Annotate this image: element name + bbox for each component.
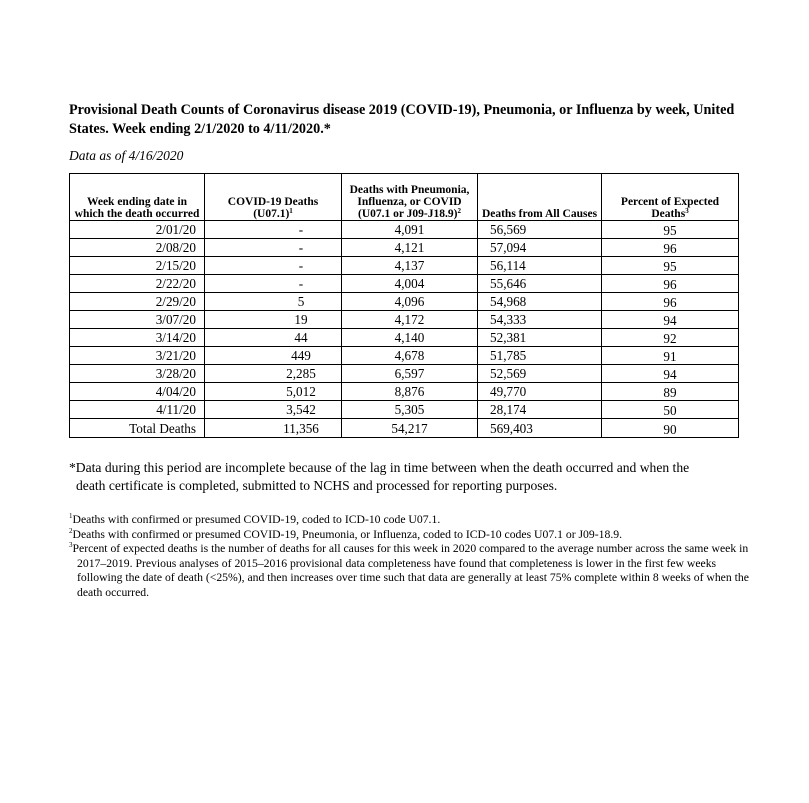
cell-covid: 44 bbox=[205, 329, 342, 347]
cell-week: 3/21/20 bbox=[70, 347, 205, 365]
cell-pneumonia: 4,121 bbox=[342, 239, 478, 257]
cell-percent: 94 bbox=[602, 365, 739, 383]
cell-percent: 96 bbox=[602, 293, 739, 311]
table-row bbox=[70, 365, 739, 383]
cell-all: 51,785 bbox=[478, 347, 602, 365]
note-1: $^1$Deaths with confirmed or presumed COVID-19, coded to ICD-10 code U07.1. bbox=[69, 512, 441, 526]
header-week-ending: Week ending date in which the death occurred bbox=[70, 174, 205, 221]
note-2: $^2$Deaths with confirmed or presumed COVID-19, Pneumonia, or Influenza, coded to ICD-10 codes U07.1 or J09-18.9. bbox=[69, 526, 623, 541]
total-label: Total Deaths bbox=[70, 419, 205, 438]
cell-all: 52,381 bbox=[478, 329, 602, 347]
table-total-row bbox=[70, 419, 739, 438]
table-header-row bbox=[70, 174, 739, 221]
cell-all: 56,569 bbox=[478, 221, 602, 239]
cell-pneumonia: 4,096 bbox=[342, 293, 478, 311]
note-3: $^3$Percent of expected deaths is the number of deaths for all causes for this week in 2020 compared to the average number across the same week in 2017–2019. Previous analyses of 2015–2016 provisional data completeness have found that completeness is lower in the first few weeks following the date of death (<25%), and then increases over time such that data are generally at least 75% complete within 8 weeks of when the death occurred. bbox=[69, 541, 749, 599]
header-pneumonia-deaths: Deaths with Pneumonia, Influenza, or COVID (U07.1 or J09-J18.9)$^2$ bbox=[342, 174, 478, 221]
cell-week: 3/28/20 bbox=[70, 365, 205, 383]
cell-week: 3/14/20 bbox=[70, 329, 205, 347]
cell-covid: - bbox=[205, 239, 342, 257]
header-covid-deaths: COVID-19 Deaths $(U07.1)^1$ bbox=[205, 174, 342, 221]
cell-pneumonia: 4,137 bbox=[342, 257, 478, 275]
table-row bbox=[70, 239, 739, 257]
table-row bbox=[70, 329, 739, 347]
cell-week: 2/01/20 bbox=[70, 221, 205, 239]
cell-covid: - bbox=[205, 275, 342, 293]
cell-week: 2/08/20 bbox=[70, 239, 205, 257]
cell-covid: 5,012 bbox=[205, 383, 342, 401]
cell-percent: 96 bbox=[602, 239, 739, 257]
cell-percent: 95 bbox=[602, 221, 739, 239]
table-row bbox=[70, 347, 739, 365]
cell-pneumonia: 6,597 bbox=[342, 365, 478, 383]
cell-week: 3/07/20 bbox=[70, 311, 205, 329]
cell-pneumonia: 8,876 bbox=[342, 383, 478, 401]
table-row bbox=[70, 293, 739, 311]
total-pneumonia: 54,217 bbox=[342, 419, 478, 438]
cell-covid: 5 bbox=[205, 293, 342, 311]
cell-all: 54,968 bbox=[478, 293, 602, 311]
cell-percent: 94 bbox=[602, 311, 739, 329]
cell-week: 4/04/20 bbox=[70, 383, 205, 401]
table-row bbox=[70, 311, 739, 329]
source-notes bbox=[69, 513, 759, 600]
header-covid-sup: 1 bbox=[289, 207, 293, 215]
cell-percent: 91 bbox=[602, 347, 739, 365]
table-row bbox=[70, 401, 739, 419]
cell-all: 28,174 bbox=[478, 401, 602, 419]
table-row bbox=[70, 257, 739, 275]
total-percent: 90 bbox=[602, 419, 739, 438]
cell-all: 54,333 bbox=[478, 311, 602, 329]
cell-pneumonia: 4,140 bbox=[342, 329, 478, 347]
header-percent-expected: Percent of Expected Deaths$^3$ bbox=[602, 174, 739, 221]
cell-percent: 92 bbox=[602, 329, 739, 347]
cell-pneumonia: 4,091 bbox=[342, 221, 478, 239]
cell-all: 49,770 bbox=[478, 383, 602, 401]
table-row bbox=[70, 275, 739, 293]
total-covid: 11,356 bbox=[205, 419, 342, 438]
header-all-causes: Deaths from All Causes bbox=[478, 174, 602, 221]
cell-covid: 3,542 bbox=[205, 401, 342, 419]
cell-week: 4/11/20 bbox=[70, 401, 205, 419]
cell-pneumonia: 4,004 bbox=[342, 275, 478, 293]
cell-covid: - bbox=[205, 221, 342, 239]
cell-all: 55,646 bbox=[478, 275, 602, 293]
cell-covid: 19 bbox=[205, 311, 342, 329]
cell-week: 2/29/20 bbox=[70, 293, 205, 311]
incomplete-data-footnote bbox=[69, 459, 749, 495]
cell-percent: 95 bbox=[602, 257, 739, 275]
cell-percent: 96 bbox=[602, 275, 739, 293]
data-as-of: Data as of 4/16/2020 bbox=[69, 148, 184, 163]
death-counts-table bbox=[69, 173, 739, 438]
cell-week: 2/22/20 bbox=[70, 275, 205, 293]
cell-pneumonia: 5,305 bbox=[342, 401, 478, 419]
cell-pneumonia: 4,172 bbox=[342, 311, 478, 329]
table-row bbox=[70, 221, 739, 239]
cell-all: 57,094 bbox=[478, 239, 602, 257]
footnote-line-1: *Data during this period are incomplete because of the lag in time between when the death occurred and when the bbox=[69, 460, 690, 475]
cell-percent: 50 bbox=[602, 401, 739, 419]
header-pneumonia-sup: 2 bbox=[457, 207, 461, 215]
cell-covid: - bbox=[205, 257, 342, 275]
cell-percent: 89 bbox=[602, 383, 739, 401]
cell-week: 2/15/20 bbox=[70, 257, 205, 275]
document-title: Provisional Death Counts of Coronavirus disease 2019 (COVID-19), Pneumonia, or Influenza by week, United States. Week ending 2/1/2020 to 4/11/2020.* bbox=[69, 102, 735, 137]
table-row bbox=[70, 383, 739, 401]
cell-all: 56,114 bbox=[478, 257, 602, 275]
cell-covid: 2,285 bbox=[205, 365, 342, 383]
cell-pneumonia: 4,678 bbox=[342, 347, 478, 365]
cell-all: 52,569 bbox=[478, 365, 602, 383]
cell-covid: 449 bbox=[205, 347, 342, 365]
header-percent-sup: 3 bbox=[685, 207, 689, 215]
total-all-causes: 569,403 bbox=[478, 419, 602, 438]
footnote-line-2: death certificate is completed, submitted to NCHS and processed for reporting purposes. bbox=[76, 478, 558, 493]
